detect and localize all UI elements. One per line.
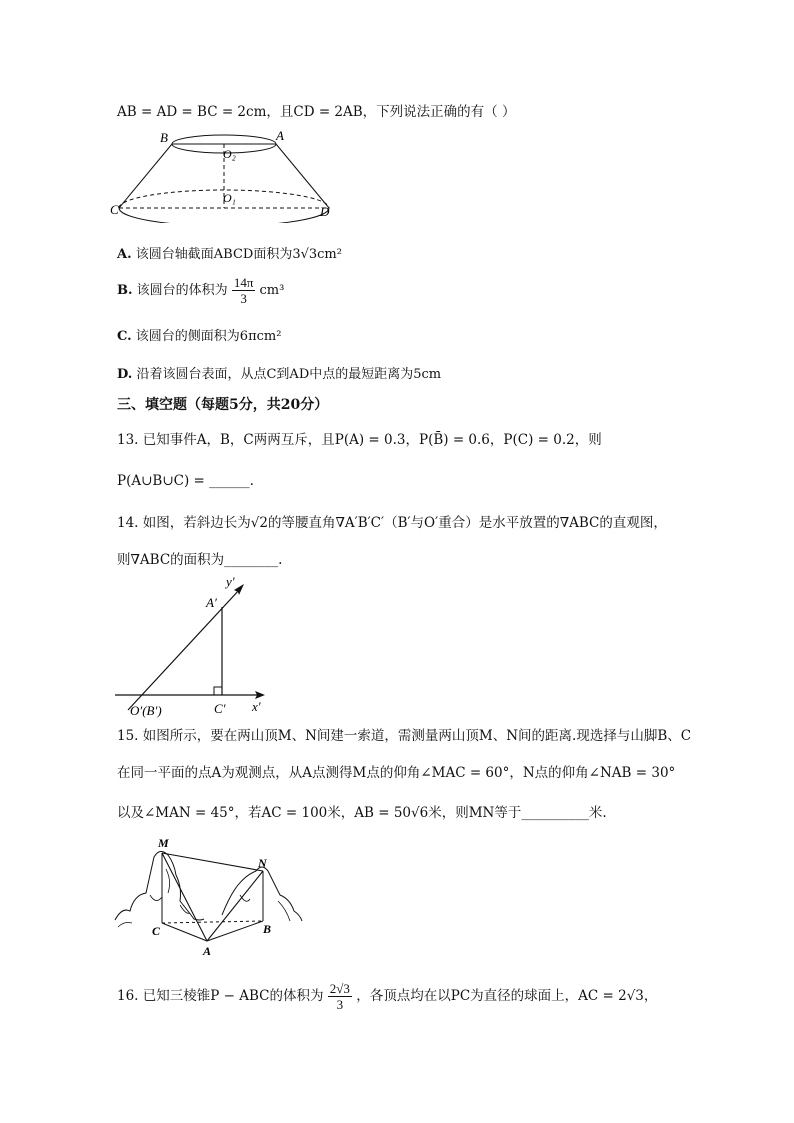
frustum-figure [110,128,340,223]
label-M: M [158,836,169,850]
label-N: N [258,856,267,870]
label-y-prime: y′ [226,574,235,589]
label-C: C [152,924,161,938]
q14-line2: 则∇ABC的面积为________. [117,552,283,568]
mountain-figure [110,835,310,960]
q13-line1: 13. 已知事件A，B，C两两互斥，且P(A) = 0.3，P(B̄) = 0.6，P(C) = 0.2，则 [117,432,602,448]
volume-fraction: $\frac{14\pi}{3}$ [233,275,254,306]
q12-option-b: B. 该圆台的体积为 $\frac{14\pi}{3}$ cm³ [117,275,285,306]
q12-given-line [117,102,515,122]
volume-fraction-q16: $\frac{2√3}{3}$ [329,981,350,1012]
q12-option-a: A. 该圆台轴截面ABCD面积为3√3cm² [117,247,342,262]
q12-option-d: D. 沿着该圆台表面，从点C到AD中点的最短距离为5cm [117,367,442,382]
label-A: A [276,128,284,143]
q12-option-c: C. 该圆台的侧面积为6πcm² [117,329,282,344]
label-C-prime: C′ [214,701,226,716]
q13-line2: P(A∪B∪C) = ______. [117,473,254,489]
label-C: C [110,202,119,217]
label-B: B [160,130,168,145]
label-A: A [203,944,212,958]
axes-figure [110,573,280,723]
label-O1: O₁ [223,191,236,205]
q16-line1: 16. 已知三棱锥P − ABC的体积为 $\frac{2√3}{3}$ ，各顶点均在以PC为直径的球面上，AC = 2√3， [117,981,658,1012]
q15-line1: 15. 如图所示，要在两山顶M、N间建一索道，需测量两山顶M、N间的距离.现选择与山脚B、C [117,728,692,744]
label-D: D [320,204,330,219]
label-O2: O₂ [223,147,236,161]
section-title: 三、填空题（每题5分，共20分） [117,397,329,413]
label-A-prime: A′ [206,595,217,610]
q12-given-text: AB = AD = BC = 2cm，且CD = 2AB，下列说法正确的有（ ） [117,104,516,120]
q15-line2: 在同一平面的点A为观测点，从A点测得M点的仰角∠MAC = 60°，N点的仰角∠NAB = 30° [117,765,676,781]
label-B: B [263,922,272,936]
label-O-prime-B-prime: O′(B′) [130,703,162,718]
q14-line1: 14. 如图，若斜边长为√2的等腰直角∇A′B′C′（B′与O′重合）是水平放置的∇ABC的直观图， [117,515,667,531]
label-x-prime: x′ [252,699,261,714]
q15-line3: 以及∠MAN = 45°，若AC = 100米，AB = 50√6米，则MN等于__________米. [117,805,607,821]
